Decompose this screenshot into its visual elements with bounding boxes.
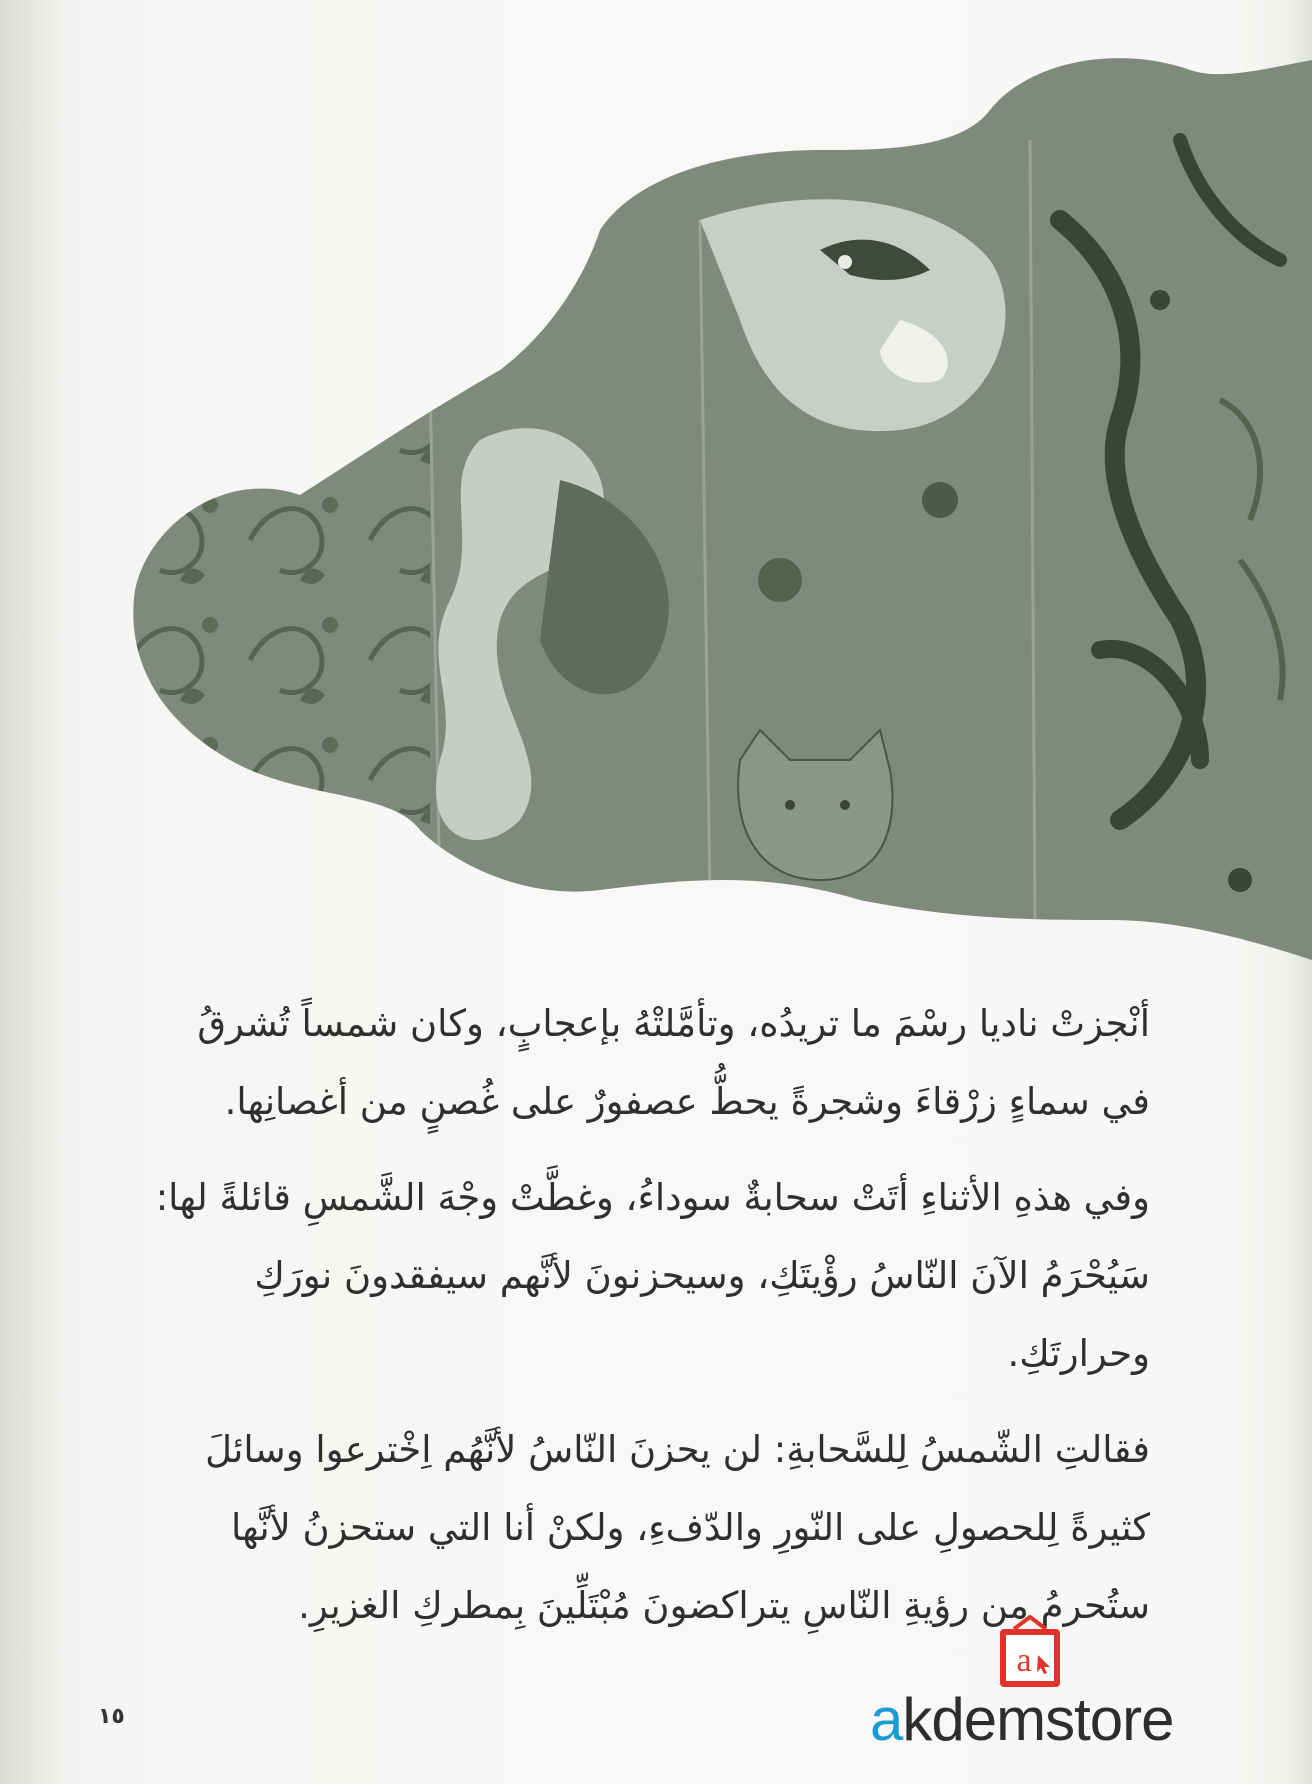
story-text [150,985,1150,1645]
shopping-bag-icon [992,1615,1068,1691]
page-number: ١٥ [98,1704,125,1729]
brand-wordmark [870,1685,1173,1754]
brand-a: a [870,1686,903,1753]
bag-letter: a [1016,1642,1032,1679]
paragraph-2: وفي هذهِ الأثناءِ أتَتْ سحابةٌ سوداءُ، وغطَّتْ وجْهَ الشَّمسِ قائلةً لها: سَيُحْرَمُ الآنَ النّاسُ رؤْيتَكِ، وسيحزنونَ لأنَّهم سيفقدونَ نورَكِ وحرارتَكِ. [155,1176,1150,1375]
akdemstore-logo [870,1615,1200,1765]
paragraph-1: أنْجزتْ ناديا رسْمَ ما تريدُه، وتأمَّلتْهُ بإعجابٍ، وكان شمساً تُشرقُ في سماءٍ زرْقاءَ وشجرةً يحطُّ عصفورٌ على غُصنٍ من أغصانِها. [197,1002,1150,1123]
paragraph-3: فقالتِ الشّمسُ لِلسَّحابةِ: لن يحزنَ النّاسُ لأنَّهُم اِخْترعوا وسائلَ كثيرةً لِلحصولِ على النّورِ والدّفءِ، ولكنْ أنا التي ستحزنُ لأنَّها ستُحرمُ من رؤيةِ النّاسِ يتراكضونَ مُبْتَلِّينَ بِمطركِ الغزيرِ. [205,1428,1150,1627]
brand-rest: kdemstore [902,1686,1174,1753]
